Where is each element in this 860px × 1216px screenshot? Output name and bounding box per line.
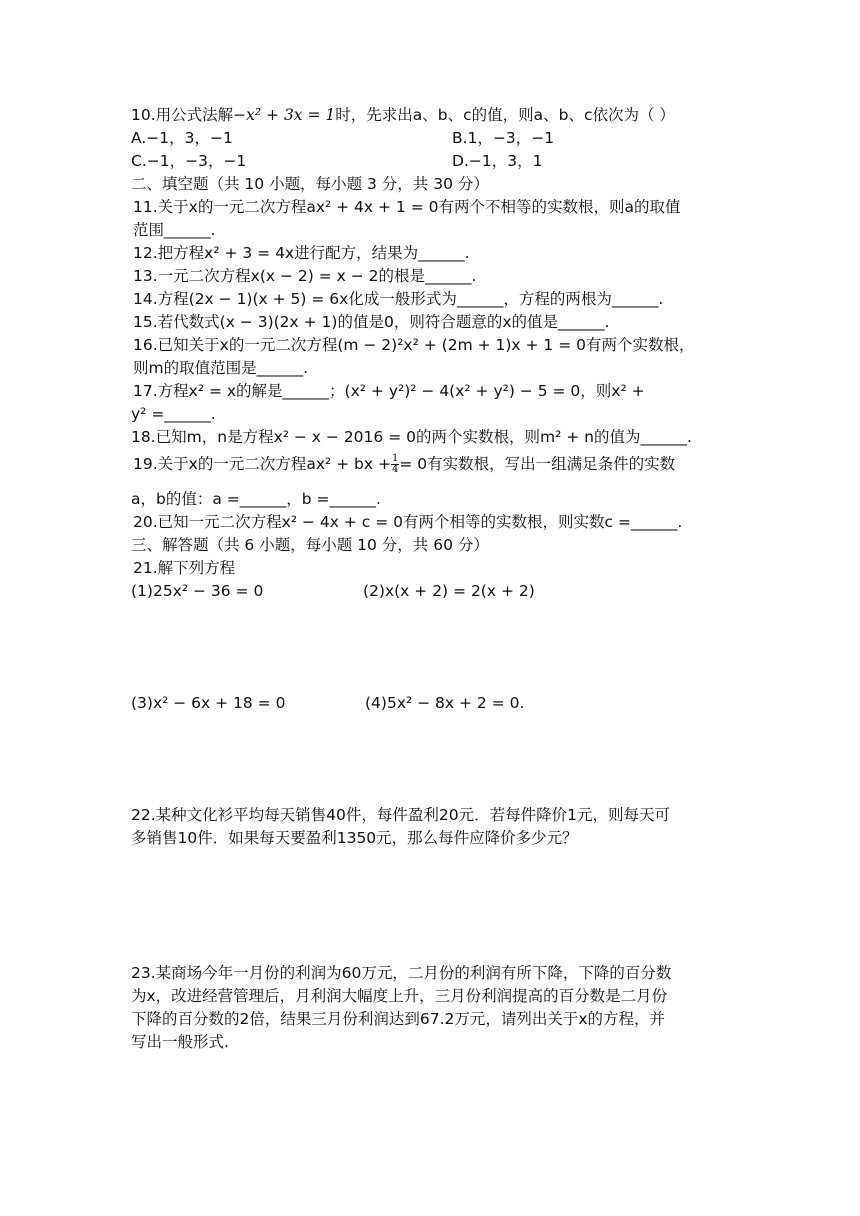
q21-part-4: (4)5x² − 8x + 2 = 0. bbox=[365, 694, 525, 712]
q23-line-4: 写出一般形式. bbox=[131, 1033, 229, 1051]
q17-line-1: 17.方程x² = x的解是______；(x² + y²)² − 4(x² + y²) − 5 = 0，则x² + bbox=[133, 382, 645, 400]
q17-line-2: y² =______. bbox=[131, 405, 216, 423]
section-2-heading: 二、填空题（共 10 小题，每小题 3 分，共 30 分） bbox=[131, 175, 489, 193]
fraction-denominator: 4 bbox=[391, 464, 399, 475]
q11-line-1: 11.关于x的一元二次方程ax² + 4x + 1 = 0有两个不相等的实数根，则a的取值 bbox=[133, 198, 681, 216]
q19-stem-suffix: = 0有实数根，写出一组满足条件的实数 bbox=[399, 455, 676, 473]
q10-option-b: B.1，−3，−1 bbox=[452, 129, 555, 147]
q14: 14.方程(2x − 1)(x + 5) = 6x化成一般形式为______，方程的两根为______. bbox=[133, 290, 664, 308]
q11-line-2: 范围______. bbox=[133, 221, 216, 239]
q23-line-3: 下降的百分数的2倍，结果三月份利润达到67.2万元，请列出关于x的方程，并 bbox=[131, 1010, 666, 1028]
q15: 15.若代数式(x − 3)(2x + 1)的值是0，则符合题意的x的值是______. bbox=[133, 313, 610, 331]
q18: 18.已知m，n是方程x² − x − 2016 = 0的两个实数根，则m² + n的值为______. bbox=[131, 428, 692, 446]
section-3-heading: 三、解答题（共 6 小题，每小题 10 分，共 60 分） bbox=[131, 536, 489, 554]
q10-equation: −x² + 3x = 1 bbox=[233, 106, 336, 124]
q13: 13.一元二次方程x(x − 2) = x − 2的根是______. bbox=[133, 267, 477, 285]
q10-stem bbox=[131, 104, 675, 126]
q19-line-2: a，b的值：a =______，b =______. bbox=[131, 490, 381, 508]
q19-line-1 bbox=[133, 453, 675, 475]
q22-line-1: 22.某种文化衫平均每天销售40件，每件盈利20元．若每件降价1元，则每天可 bbox=[131, 806, 670, 824]
q21-part-2: (2)x(x + 2) = 2(x + 2) bbox=[363, 582, 535, 600]
q10-option-a: A.−1，3，−1 bbox=[131, 129, 233, 147]
q10-option-c: C.−1，−3，−1 bbox=[131, 152, 247, 170]
q10-stem-suffix: 时，先求出a、b、c的值，则a、b、c依次为（ ） bbox=[335, 106, 675, 124]
q10-stem-prefix: 10.用公式法解 bbox=[131, 106, 234, 124]
q20: 20.已知一元二次方程x² − 4x + c = 0有两个相等的实数根，则实数c =______. bbox=[133, 513, 683, 531]
q16-line-1: 16.已知关于x的一元二次方程(m − 2)²x² + (2m + 1)x + 1 = 0有两个实数根， bbox=[133, 336, 695, 354]
q19-stem-prefix: 19.关于x的一元二次方程ax² + bx + bbox=[133, 455, 391, 473]
q16-line-2: 则m的取值范围是______. bbox=[133, 359, 309, 377]
q12: 12.把方程x² + 3 = 4x进行配方，结果为______. bbox=[133, 244, 470, 262]
q22-line-2: 多销售10件．如果每天要盈利1350元，那么每件应降价多少元？ bbox=[131, 829, 578, 847]
q21-part-1: (1)25x² − 36 = 0 bbox=[131, 582, 264, 600]
q23-line-1: 23.某商场今年一月份的利润为60万元，二月份的利润有所下降，下降的百分数 bbox=[131, 964, 672, 982]
q23-line-2: 为x，改进经营管理后，月利润大幅度上升，三月份利润提高的百分数是二月份 bbox=[131, 987, 668, 1005]
q10-option-d: D.−1，3，1 bbox=[452, 152, 543, 170]
q21-title: 21.解下列方程 bbox=[133, 559, 236, 577]
fraction-numerator: 1 bbox=[391, 453, 399, 464]
q21-part-3: (3)x² − 6x + 18 = 0 bbox=[131, 694, 286, 712]
q10-options-row1 bbox=[131, 127, 233, 149]
